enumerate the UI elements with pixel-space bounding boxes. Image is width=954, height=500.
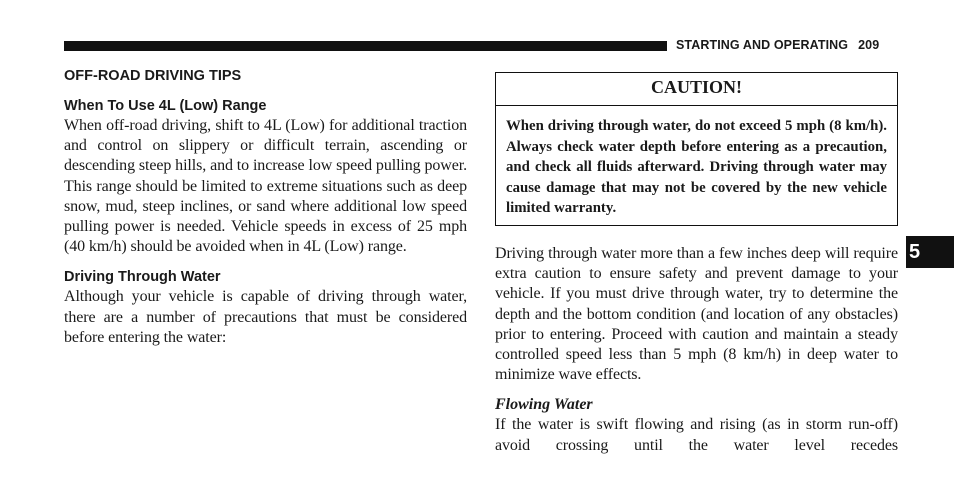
paragraph-water-depth: Driving through water more than a few inches deep will require extra caution to ensure safety and prevent damage to your vehicle. If you must drive through water, try to determine the depth and the bottom condition (and location of any obstacles) prior to entering. Proceed with caution and maintain a steady controlled speed less than 5 mph (8 km/h) in deep water to minimize wave effects. bbox=[495, 245, 898, 384]
caution-title: CAUTION! bbox=[496, 73, 897, 106]
header-rule bbox=[64, 41, 667, 51]
chapter-tab: 5 bbox=[906, 236, 954, 268]
heading-4l-low-range: When To Use 4L (Low) Range bbox=[64, 98, 267, 114]
caution-text: When driving through water, do not exceed 5 mph (8 km/h). Always check water depth before entering as a precaution, and check all fluids afterward. Driving through water may cause damage that may not be covered by the new vehicle limited warranty. bbox=[506, 118, 887, 216]
heading-flowing-water: Flowing Water bbox=[495, 396, 593, 414]
paragraph-flowing-water: If the water is swift flowing and rising (as in storm run-off) avoid crossing until the water level recedes bbox=[495, 416, 898, 454]
running-header bbox=[676, 38, 879, 52]
left-column bbox=[64, 66, 467, 348]
paragraph-driving-through-water: Although your vehicle is capable of driving through water, there are a number of precautions that must be considered before entering the water: bbox=[64, 288, 467, 346]
heading-driving-through-water: Driving Through Water bbox=[64, 269, 221, 286]
page-number: 209 bbox=[858, 38, 880, 52]
right-column bbox=[495, 72, 898, 456]
paragraph-4l-low-range: When off-road driving, shift to 4L (Low) for additional traction and control on slippery or difficult terrain, ascending or descending steep hills, and to increase low speed pulling power. This range should be limited to extreme situations such as deep snow, mud, steep inclines, or sand where additional low speed pulling power is needed. Vehicle speeds in excess of 25 mph (40 km/h) should be avoided when in 4L (Low) range. bbox=[64, 117, 467, 256]
caution-box bbox=[495, 72, 898, 226]
header-section-title: STARTING AND OPERATING bbox=[676, 38, 849, 52]
section-title: OFF-ROAD DRIVING TIPS bbox=[64, 68, 242, 84]
